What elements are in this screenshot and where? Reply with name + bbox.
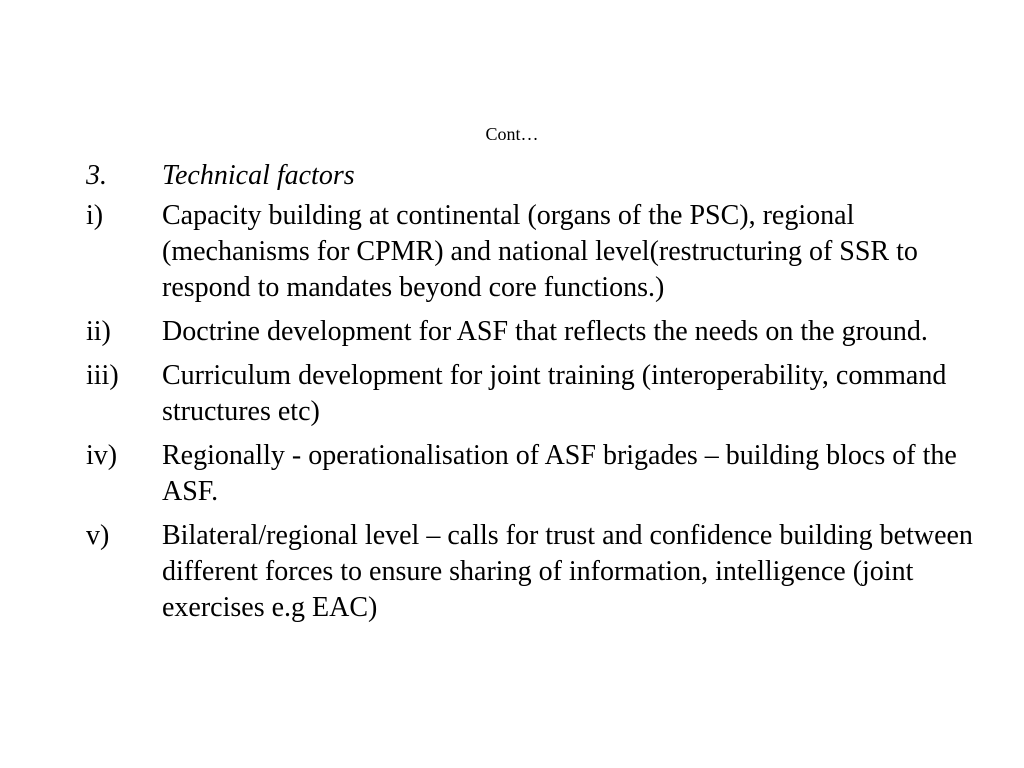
list-marker: iii)	[86, 360, 119, 391]
list-item-text: Bilateral/regional level – calls for trust and confidence building between different forces to ensure sharing of information, intelligence (joint exercises e.g EAC)	[162, 520, 973, 623]
list-item-text: Regionally - operationalisation of ASF brigades – building blocs of the ASF.	[162, 440, 957, 507]
list-marker: v)	[86, 520, 110, 551]
list-marker: i)	[86, 200, 104, 231]
list-item-iv	[86, 438, 976, 510]
list-item-text: Doctrine development for ASF that reflects the needs on the ground.	[162, 316, 928, 347]
section-number: 3.	[86, 160, 107, 191]
slide-content	[86, 158, 976, 634]
list-item-text: Capacity building at continental (organs of the PSC), regional (mechanisms for CPMR) and national level(restructuring of SSR to respond to mandates beyond core functions.)	[162, 200, 918, 303]
list-marker: iv)	[86, 440, 118, 471]
list-item-text: Curriculum development for joint training (interoperability, command structures etc)	[162, 360, 947, 427]
section-heading-text: Technical factors	[162, 160, 355, 191]
list-item-v	[86, 518, 976, 626]
list-item-iii	[86, 358, 976, 430]
list-item-ii	[86, 314, 976, 350]
slide-title: Cont…	[485, 124, 539, 144]
list-item-i	[86, 198, 976, 306]
list-marker: ii)	[86, 316, 111, 347]
section-heading	[86, 158, 976, 194]
